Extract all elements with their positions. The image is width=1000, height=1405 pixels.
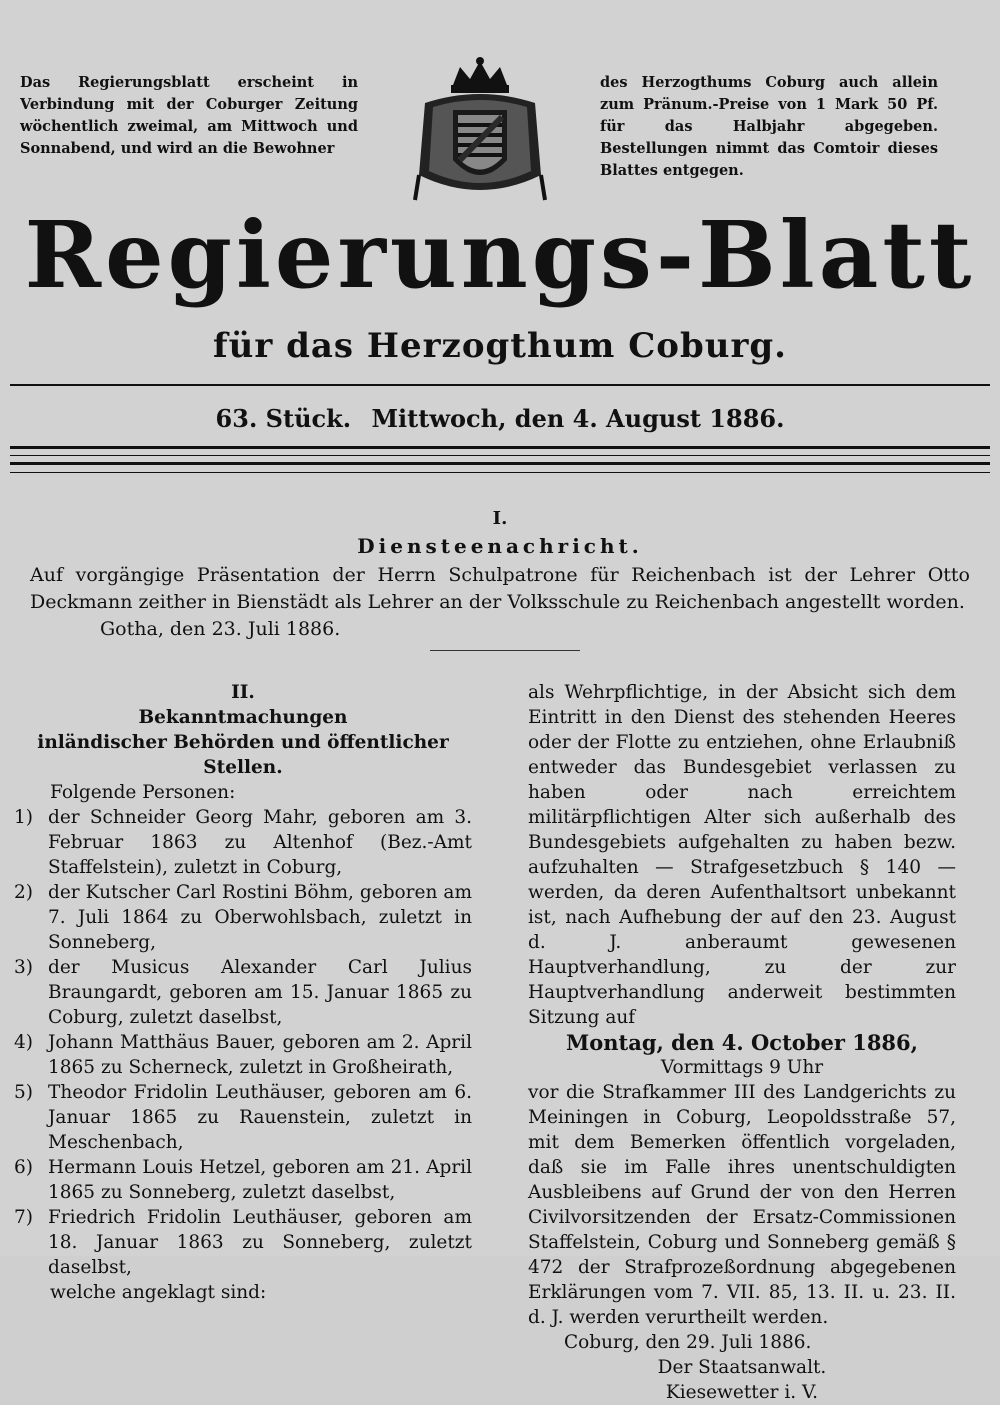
divider bbox=[10, 455, 990, 456]
list-item: 3) der Musicus Alexander Carl Julius Braungardt, geboren am 15. Januar 1865 zu Coburg, zuletzt daselbst, bbox=[14, 957, 472, 1028]
section-number: II. bbox=[231, 682, 255, 703]
coat-of-arms-icon bbox=[405, 55, 555, 215]
section-number: I. bbox=[492, 508, 508, 529]
list-item: 7) Friedrich Fridolin Leuthäuser, geboren am 18. Januar 1863 zu Sonneberg, zuletzt daselbst, bbox=[14, 1207, 472, 1278]
section-subtitle: inländischer Behörden und öffentlicher Stellen. bbox=[37, 732, 449, 778]
hearing-time: Vormittags 9 Uhr bbox=[660, 1057, 824, 1078]
list-item: 6) Hermann Louis Hetzel, geboren am 21. April 1865 zu Sonneberg, zuletzt daselbst, bbox=[14, 1157, 472, 1203]
divider bbox=[10, 384, 990, 386]
divider bbox=[10, 472, 990, 473]
list-item: 5) Theodor Fridolin Leuthäuser, geboren am 6. Januar 1865 zu Rauenstein, zuletzt in Meschenbach, bbox=[14, 1082, 472, 1153]
section-title: Diensteenachricht. bbox=[357, 534, 643, 558]
issue-date: Mittwoch, den 4. August 1886. bbox=[371, 404, 785, 433]
masthead-subtitle: für das Herzogthum Coburg. bbox=[212, 326, 788, 366]
divider bbox=[430, 650, 580, 651]
signer-title: Der Staatsanwalt. bbox=[657, 1357, 827, 1378]
section-body bbox=[30, 562, 970, 643]
accused-text: welche angeklagt sind: bbox=[50, 1282, 267, 1303]
closing-place-date: Coburg, den 29. Juli 1886. bbox=[564, 1332, 812, 1353]
left-column bbox=[14, 680, 472, 1305]
header-left-notice: Das Regierungsblatt erscheint in Verbindung mit der Coburger Zeitung wöchentlich zweimal, am Mittwoch und Sonnabend, und wird an die Bewohner bbox=[20, 74, 358, 157]
place-date: Gotha, den 23. Juli 1886. bbox=[100, 618, 341, 640]
list-item: 2) der Kutscher Carl Rostini Böhm, geboren am 7. Juli 1864 zu Oberwohlsbach, zuletzt in Sonneberg, bbox=[14, 882, 472, 953]
list-item: 1) der Schneider Georg Mahr, geboren am 3. Februar 1863 zu Altenhof (Bez.-Amt Staffelstein), zuletzt in Coburg, bbox=[14, 807, 472, 878]
header-right-notice: des Herzogthums Coburg auch allein zum Pränum.-Preise von 1 Mark 50 Pf. für das Halbjahr abgegeben. Bestellungen nimmt das Comtoir dieses Blattes entgegen. bbox=[600, 74, 938, 179]
right-column bbox=[528, 680, 956, 1405]
divider bbox=[10, 462, 990, 465]
issue-line bbox=[0, 404, 1000, 433]
charge-text: als Wehrpflichtige, in der Absicht sich dem Eintritt in den Dienst des stehenden Heeres oder der Flotte zu entziehen, ohne Erlaubniß entweder das Bundesgebiet verlassen zu haben oder nach erreichtem militärpflichtigen Alter sich außerhalb des Bundesgebiets aufgehalten zu haben bezw. aufzuhalten — Strafgesetzbuch § 140 — werden, da deren Aufenthaltsort unbekannt ist, nach Aufhebung der auf den 23. August d. J. anberaumt gewesenen Hauptverhandlung, zu der zur Hauptverhandlung anderweit bestimmten Sitzung auf bbox=[528, 682, 956, 1028]
list-item: 4) Johann Matthäus Bauer, geboren am 2. April 1865 zu Scherneck, zuletzt in Großheirath, bbox=[14, 1032, 472, 1078]
summons-text: vor die Strafkammer III des Landgerichts zu Meiningen in Coburg, Leopoldsstraße 57, mit dem Bemerken öffentlich vorgeladen, daß sie im Falle ihres unentschuldigten Ausbleibens auf Grund der von den Herren Civilvorsitzenden der Ersatz-Commissionen Staffelstein, Coburg und Sonneberg gemäß § 472 der Strafprozeßordnung abgegebenen Erklärungen vom 7. VII. 85, 13. II. u. 23. II. d. J. werden verurtheilt werden. bbox=[528, 1082, 956, 1328]
masthead-title: Regierungs-Blatt bbox=[24, 201, 976, 309]
divider bbox=[10, 446, 990, 449]
issue-number: 63. Stück. bbox=[215, 404, 352, 433]
hearing-date: Montag, den 4. October 1886, bbox=[566, 1030, 918, 1055]
appointment-text: Auf vorgängige Präsentation der Herrn Schulpatrone für Reichenbach ist der Lehrer Otto Deckmann zeither in Bienstädt als Lehrer an der Volksschule zu Reichenbach angestellt worden. bbox=[30, 564, 970, 613]
intro-text: Folgende Personen: bbox=[50, 782, 236, 803]
section-title: Bekanntmachungen bbox=[138, 707, 348, 728]
signer-name: Kiesewetter i. V. bbox=[665, 1382, 819, 1403]
